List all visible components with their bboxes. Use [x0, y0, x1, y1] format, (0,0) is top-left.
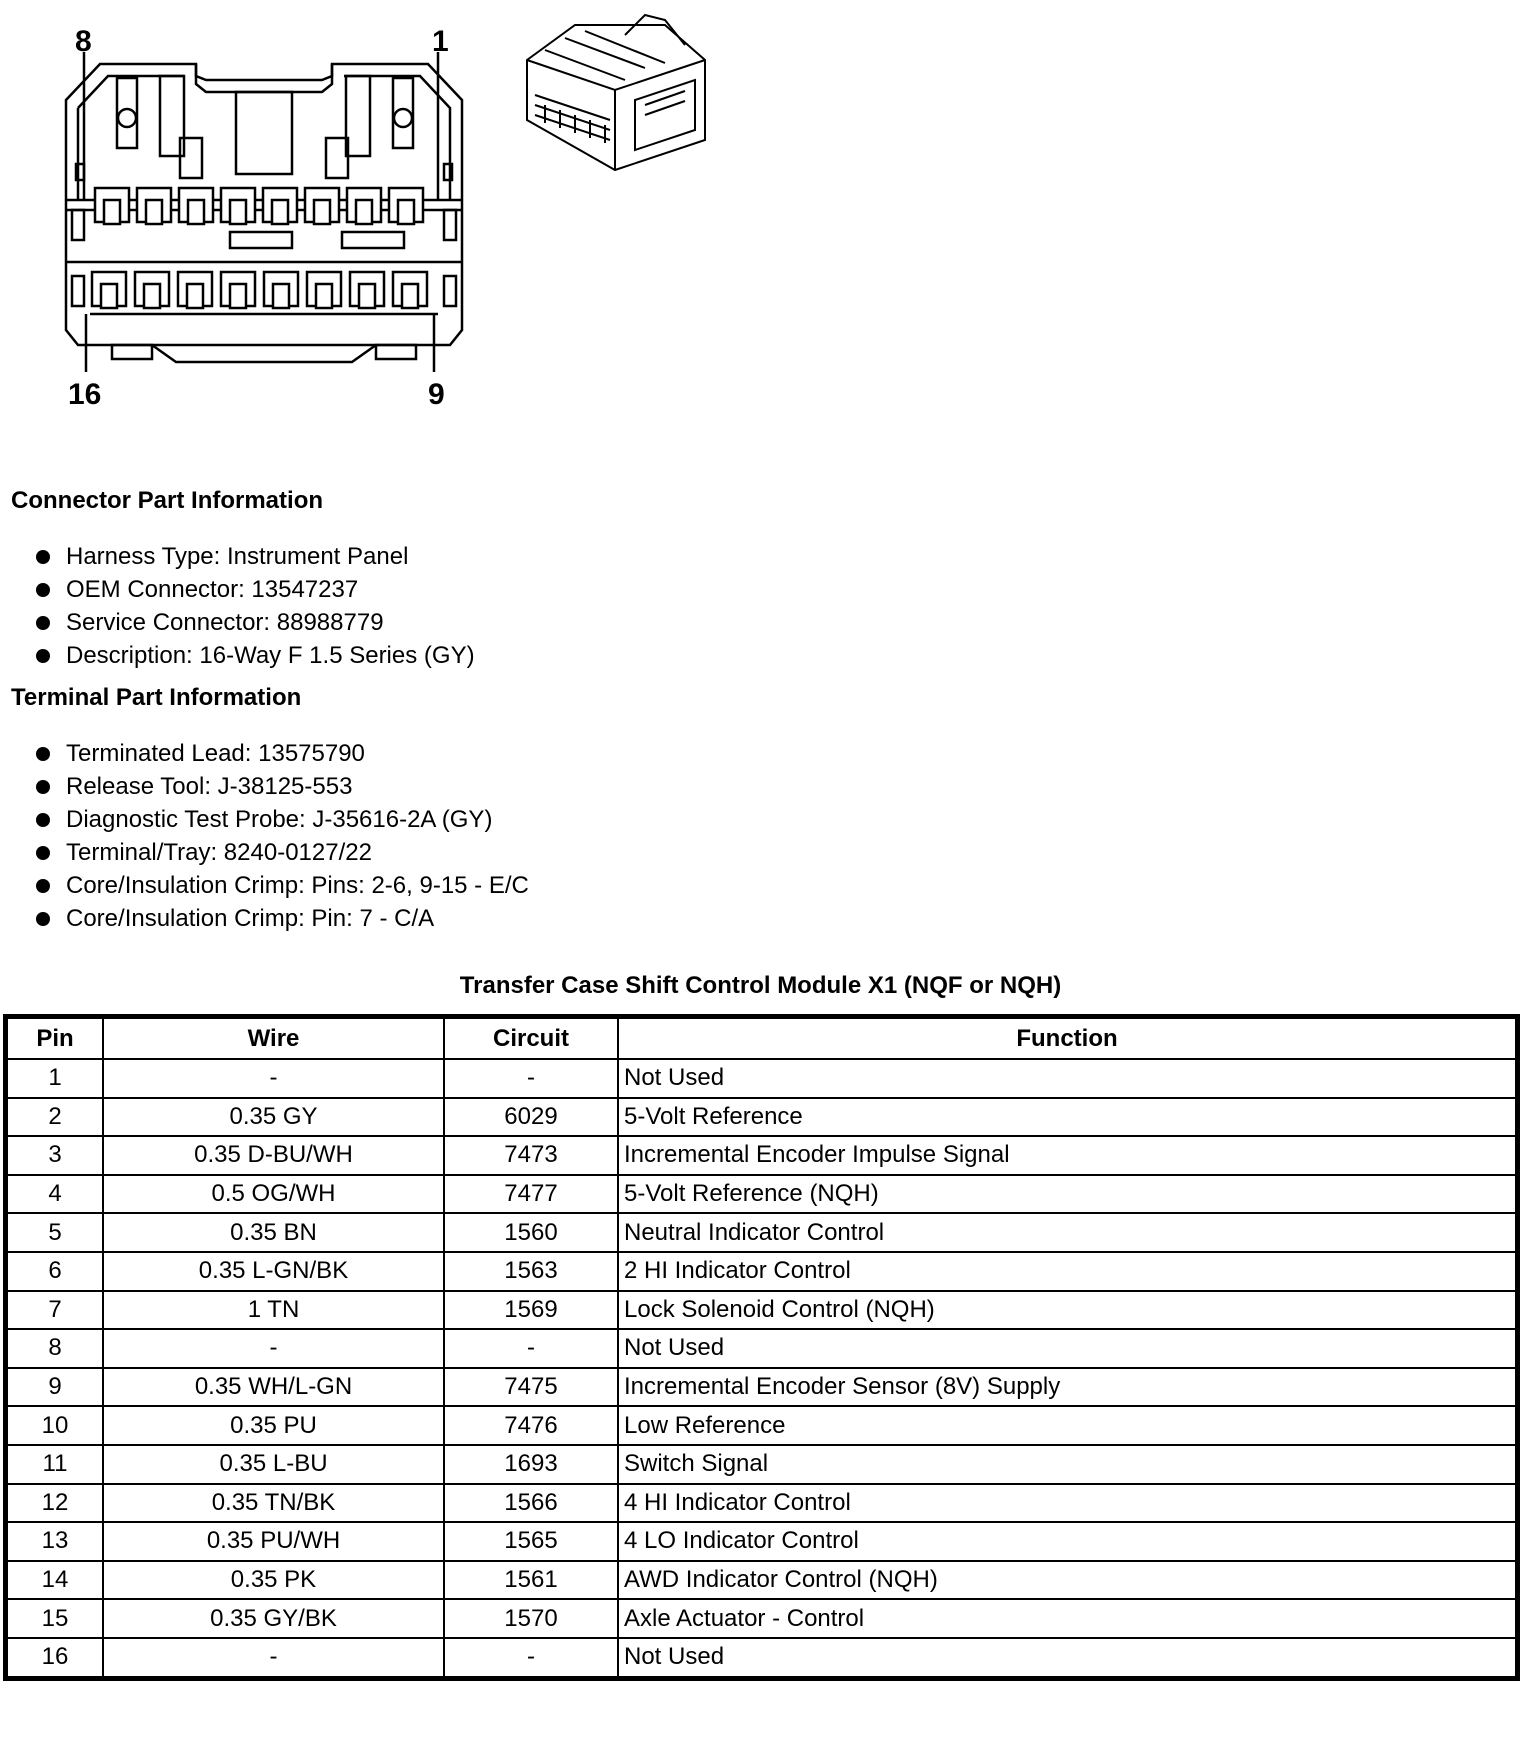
cell-function: 5-Volt Reference (NQH): [618, 1175, 1516, 1214]
cell-wire: 0.35 BN: [103, 1213, 444, 1252]
cell-function: Low Reference: [618, 1406, 1516, 1445]
list-item: Terminal/Tray: 8240-0127/22: [16, 836, 529, 869]
bullet-icon: [36, 583, 50, 597]
cell-pin: 13: [7, 1522, 103, 1561]
cell-function: 2 HI Indicator Control: [618, 1252, 1516, 1291]
cell-pin: 2: [7, 1098, 103, 1137]
cell-wire: -: [103, 1329, 444, 1368]
cell-pin: 5: [7, 1213, 103, 1252]
cell-circuit: -: [444, 1329, 618, 1368]
cell-wire: 0.35 GY: [103, 1098, 444, 1137]
table-row: [7, 1638, 1516, 1677]
table-row: [7, 1213, 1516, 1252]
cell-function: Lock Solenoid Control (NQH): [618, 1291, 1516, 1330]
cell-function: 5-Volt Reference: [618, 1098, 1516, 1137]
table-title: Transfer Case Shift Control Module X1 (NQF or NQH): [459, 972, 1062, 999]
bullet-icon: [36, 550, 50, 564]
list-item: Harness Type: Instrument Panel: [16, 540, 475, 573]
pin-label-16: 16: [68, 378, 102, 411]
cell-wire: 0.35 PU/WH: [103, 1522, 444, 1561]
header-wire: Wire: [103, 1018, 444, 1059]
pin-label-9: 9: [428, 378, 445, 411]
connector-face-diagram: [0, 0, 520, 420]
cell-pin: 10: [7, 1406, 103, 1445]
cell-function: Not Used: [618, 1059, 1516, 1098]
table-row: [7, 1484, 1516, 1523]
list-item: Core/Insulation Crimp: Pin: 7 - C/A: [16, 902, 529, 935]
cell-wire: 0.35 PU: [103, 1406, 444, 1445]
table-row: [7, 1136, 1516, 1175]
list-item: OEM Connector: 13547237: [16, 573, 475, 606]
table-row: [7, 1329, 1516, 1368]
cell-circuit: 1565: [444, 1522, 618, 1561]
table-row: [7, 1175, 1516, 1214]
table-row: [7, 1406, 1516, 1445]
cell-function: Not Used: [618, 1329, 1516, 1368]
table-row: [7, 1599, 1516, 1638]
cell-pin: 12: [7, 1484, 103, 1523]
cell-circuit: 1566: [444, 1484, 618, 1523]
bullet-icon: [36, 813, 50, 827]
cell-circuit: 7477: [444, 1175, 618, 1214]
cell-circuit: -: [444, 1059, 618, 1098]
cell-function: 4 LO Indicator Control: [618, 1522, 1516, 1561]
cell-pin: 8: [7, 1329, 103, 1368]
cell-circuit: -: [444, 1638, 618, 1677]
cell-wire: 0.5 OG/WH: [103, 1175, 444, 1214]
table-row: [7, 1561, 1516, 1600]
list-item: Release Tool: J-38125-553: [16, 770, 529, 803]
cell-wire: 0.35 L-BU: [103, 1445, 444, 1484]
table-row: [7, 1445, 1516, 1484]
cell-pin: 14: [7, 1561, 103, 1600]
pinout-table: [6, 1017, 1517, 1678]
cell-function: AWD Indicator Control (NQH): [618, 1561, 1516, 1600]
cell-circuit: 7476: [444, 1406, 618, 1445]
list-item: Core/Insulation Crimp: Pins: 2-6, 9-15 - E/C: [16, 869, 529, 902]
list-item: Diagnostic Test Probe: J-35616-2A (GY): [16, 803, 529, 836]
cell-wire: -: [103, 1638, 444, 1677]
cell-function: Incremental Encoder Impulse Signal: [618, 1136, 1516, 1175]
cell-pin: 3: [7, 1136, 103, 1175]
cell-wire: 0.35 L-GN/BK: [103, 1252, 444, 1291]
cell-function: 4 HI Indicator Control: [618, 1484, 1516, 1523]
cell-circuit: 1561: [444, 1561, 618, 1600]
cell-circuit: 7475: [444, 1368, 618, 1407]
cell-circuit: 1569: [444, 1291, 618, 1330]
list-item: Service Connector: 88988779: [16, 606, 475, 639]
header-pin: Pin: [7, 1018, 103, 1059]
cell-circuit: 6029: [444, 1098, 618, 1137]
bullet-icon: [36, 879, 50, 893]
cell-wire: 0.35 PK: [103, 1561, 444, 1600]
pin-label-8: 8: [75, 25, 92, 58]
list-item: Description: 16-Way F 1.5 Series (GY): [16, 639, 475, 672]
terminal-info-title: Terminal Part Information: [11, 684, 302, 711]
table-row: [7, 1291, 1516, 1330]
cell-circuit: 1560: [444, 1213, 618, 1252]
cell-wire: 1 TN: [103, 1291, 444, 1330]
cell-function: Axle Actuator - Control: [618, 1599, 1516, 1638]
header-circuit: Circuit: [444, 1018, 618, 1059]
cell-wire: -: [103, 1059, 444, 1098]
table-row: [7, 1098, 1516, 1137]
cell-pin: 9: [7, 1368, 103, 1407]
connector-info-list: [16, 540, 475, 672]
cell-wire: 0.35 D-BU/WH: [103, 1136, 444, 1175]
table-row: [7, 1522, 1516, 1561]
cell-pin: 16: [7, 1638, 103, 1677]
table-row: [7, 1059, 1516, 1098]
connector-isometric-image: [515, 5, 715, 175]
bullet-icon: [36, 780, 50, 794]
connector-info-title: Connector Part Information: [11, 487, 324, 514]
cell-function: Not Used: [618, 1638, 1516, 1677]
cell-pin: 4: [7, 1175, 103, 1214]
cell-pin: 6: [7, 1252, 103, 1291]
table-row: [7, 1368, 1516, 1407]
table-header-row: [7, 1018, 1516, 1059]
cell-pin: 11: [7, 1445, 103, 1484]
bullet-icon: [36, 649, 50, 663]
cell-pin: 7: [7, 1291, 103, 1330]
cell-function: Switch Signal: [618, 1445, 1516, 1484]
cell-pin: 1: [7, 1059, 103, 1098]
cell-circuit: 7473: [444, 1136, 618, 1175]
bullet-icon: [36, 846, 50, 860]
cell-circuit: 1570: [444, 1599, 618, 1638]
cell-wire: 0.35 TN/BK: [103, 1484, 444, 1523]
cell-wire: 0.35 GY/BK: [103, 1599, 444, 1638]
cell-function: Incremental Encoder Sensor (8V) Supply: [618, 1368, 1516, 1407]
cell-function: Neutral Indicator Control: [618, 1213, 1516, 1252]
terminal-info-list: [16, 737, 529, 935]
cell-circuit: 1693: [444, 1445, 618, 1484]
cell-pin: 15: [7, 1599, 103, 1638]
header-function: Function: [618, 1018, 1516, 1059]
bullet-icon: [36, 747, 50, 761]
pin-label-1: 1: [432, 25, 449, 58]
table-row: [7, 1252, 1516, 1291]
cell-wire: 0.35 WH/L-GN: [103, 1368, 444, 1407]
bullet-icon: [36, 616, 50, 630]
bullet-icon: [36, 912, 50, 926]
list-item: Terminated Lead: 13575790: [16, 737, 529, 770]
cell-circuit: 1563: [444, 1252, 618, 1291]
